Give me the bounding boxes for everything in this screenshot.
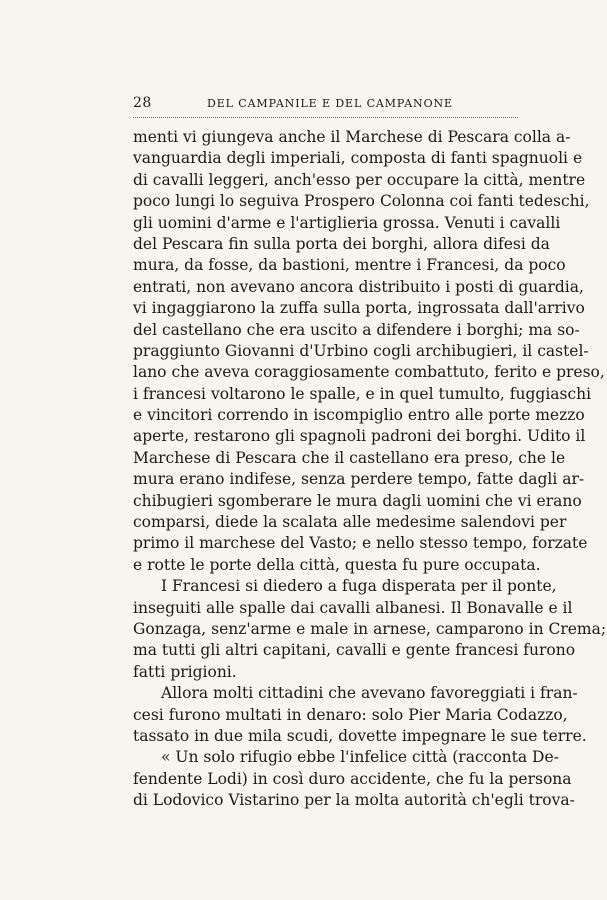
text-line: cesi furono multati in denaro: solo Pier Maria Codazzo, bbox=[133, 705, 568, 724]
running-title: DEL CAMPANILE E DEL CAMPANONE bbox=[207, 97, 453, 110]
text-line: Gonzaga, senz'arme e male in arnese, camparono in Crema; bbox=[133, 619, 607, 638]
text-line: chibugieri sgomberare le mura dagli uomini che vi erano bbox=[133, 491, 582, 510]
text-line: menti vi giungeva anche il Marchese di Pescara colla a- bbox=[133, 128, 571, 146]
text-line: vanguardia degli imperiali, composta di fanti spagnuoli e bbox=[133, 149, 583, 168]
text-line: del castellano che era uscito a difendere i borghi; ma so- bbox=[133, 320, 580, 339]
text-line: ma tutti gli altri capitani, cavalli e gente francesi furono bbox=[133, 641, 576, 660]
text-line: gli uomini d'arme e l'artiglieria grossa. Venuti i cavalli bbox=[133, 213, 561, 232]
text-line: i francesi voltarono le spalle, e in quel tumulto, fuggiaschi bbox=[133, 384, 592, 403]
text-line: aperte, restarono gli spagnoli padroni dei borghi. Udito il bbox=[133, 427, 586, 446]
text-line: Marchese di Pescara che il castellano era preso, che le bbox=[133, 448, 566, 467]
body-text bbox=[133, 127, 607, 812]
text-line: e rotte le porte della città, questa fu pure occupata. bbox=[133, 555, 541, 574]
text-line: di Lodovico Vistarino per la molta autorità ch'egli trova- bbox=[133, 791, 575, 810]
text-line: I Francesi si diedero a fuga disperata per il ponte, bbox=[161, 577, 557, 596]
text-line: Allora molti cittadini che avevano favoreggiati i fran- bbox=[161, 684, 578, 703]
page-number: 28 bbox=[133, 95, 152, 111]
text-line: mura, da fosse, da bastioni, mentre i Francesi, da poco bbox=[133, 256, 566, 275]
text-line: entrati, non avevano ancora distribuito i posti di guardia, bbox=[133, 277, 584, 296]
text-line: e vincitori correndo in iscompiglio entro alle porte mezzo bbox=[133, 406, 585, 425]
text-line: del Pescara fin sulla porta dei borghi, allora difesi da bbox=[133, 234, 550, 253]
header-rule bbox=[133, 117, 518, 118]
text-line: di cavalli leggeri, anch'esso per occupare la città, mentre bbox=[133, 170, 586, 189]
text-line: comparsi, diede la scalata alle medesime salendovi per bbox=[133, 513, 567, 532]
text-line: praggiunto Giovanni d'Urbino cogli archibugieri, il castel- bbox=[133, 341, 589, 360]
text-line: fendente Lodi) in così duro accidente, che fu la persona bbox=[133, 769, 572, 788]
text-line: primo il marchese del Vasto; e nello stesso tempo, forzate bbox=[133, 534, 588, 553]
text-line: « Un solo rifugio ebbe l'infelice città (racconta De- bbox=[161, 748, 559, 767]
text-line: lano che aveva coraggiosamente combattuto, ferito e preso, bbox=[133, 363, 605, 382]
text-line: tassato in due mila scudi, dovette impegnare le sue terre. bbox=[133, 726, 587, 745]
text-line: inseguiti alle spalle dai cavalli albanesi. Il Bonavalle e il bbox=[133, 598, 573, 617]
text-line: fatti prigioni. bbox=[133, 662, 237, 681]
text-line: poco lungi lo seguiva Prospero Colonna coi fanti tedeschi, bbox=[133, 192, 590, 211]
text-line: vi ingaggiarono la zuffa sulla porta, ingrossata dall'arrivo bbox=[133, 299, 585, 318]
text-line: mura erano indifese, senza perdere tempo, fatte dagli ar- bbox=[133, 470, 585, 489]
page-header bbox=[133, 95, 518, 119]
